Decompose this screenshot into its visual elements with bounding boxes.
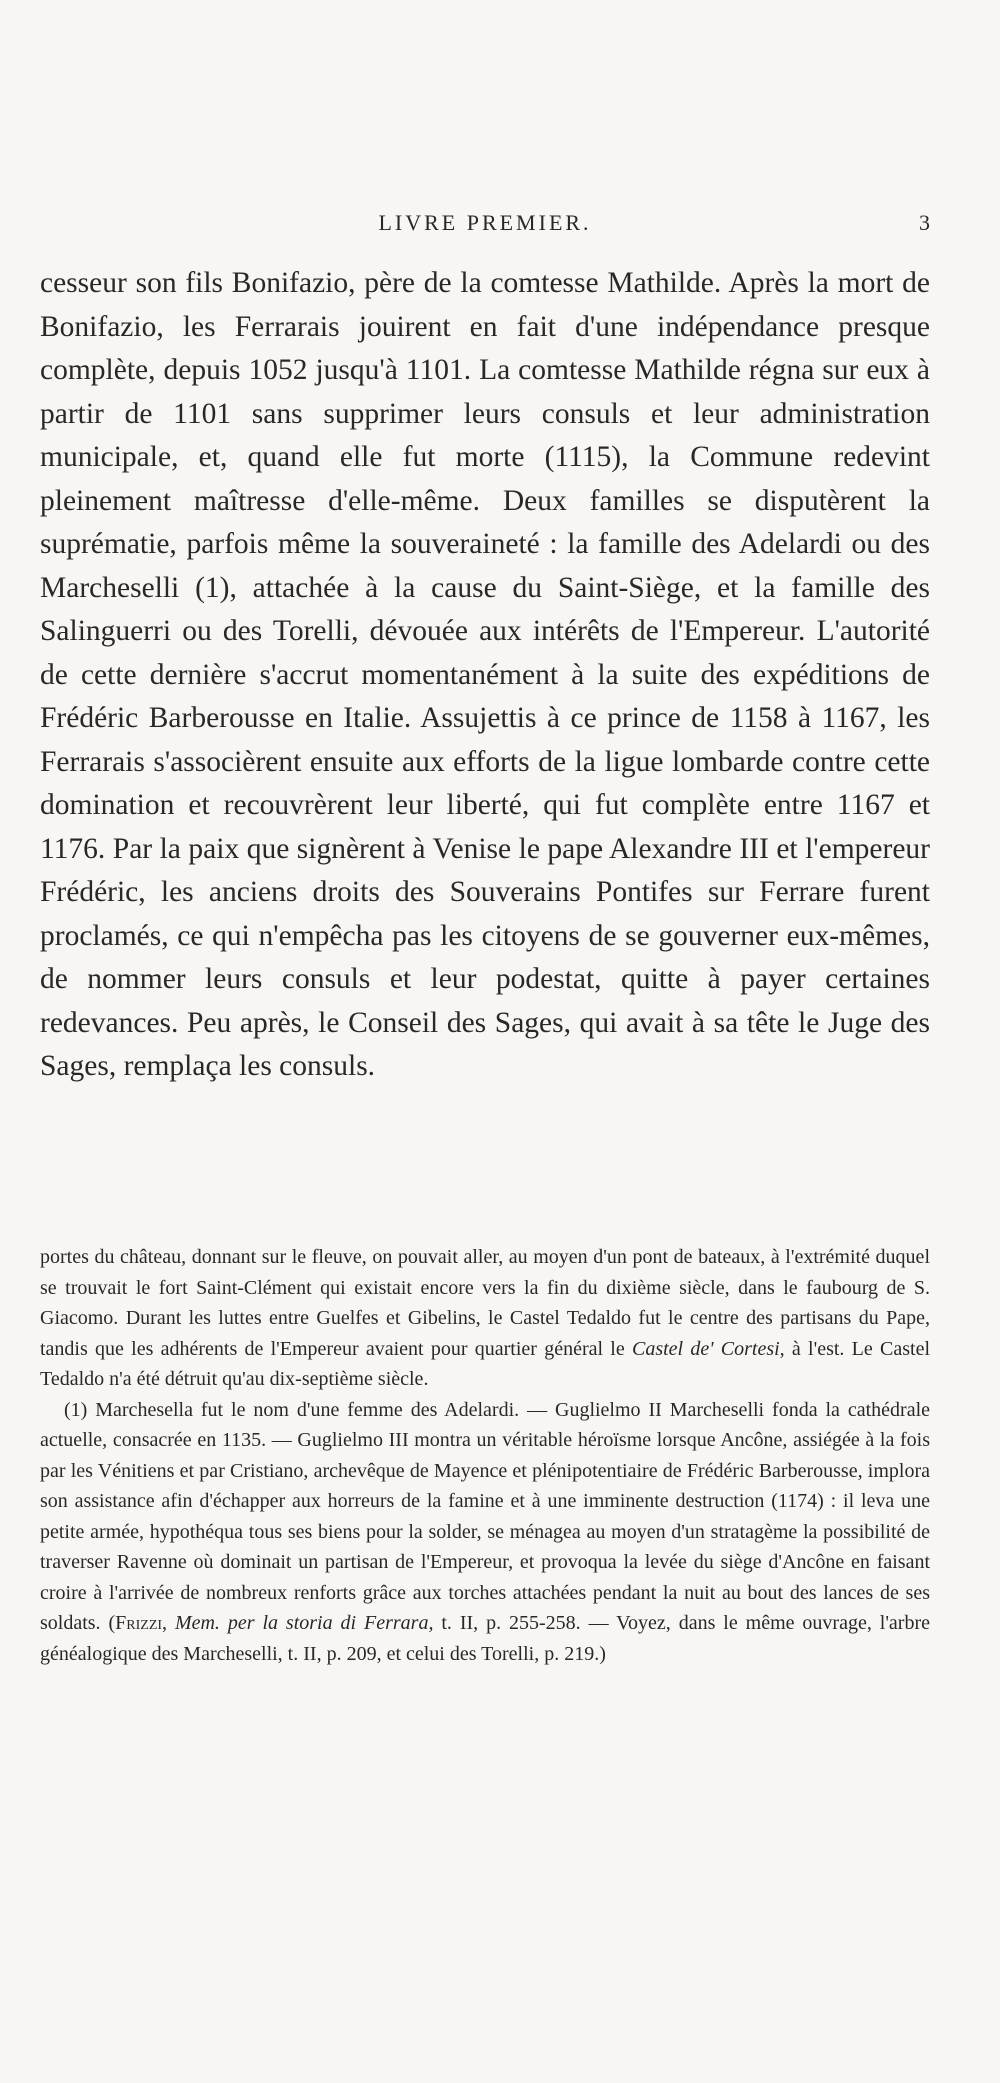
footnote-text: t. II, p. 255-258. — Voyez, dans le même ouvrage, l'arbre généalogique des Marcheselli, t. II, p. 209, et celui des Torelli, p. 219.) [40, 1612, 930, 1665]
page-header [40, 210, 930, 250]
page-number: 3 [919, 210, 930, 235]
footnote-1 [40, 1395, 930, 1670]
footnote-italic: Castel de' Cortesi, [632, 1337, 785, 1360]
footnote-author: Frizzi, [115, 1612, 168, 1634]
footnote-continued [40, 1242, 930, 1395]
main-text [40, 262, 930, 1089]
footnote-text: (1) Marchesella fut le nom d'une femme des Adelardi. — Guglielmo II Marcheselli fonda la cathédrale actuelle, consacrée en 1135. — Guglielmo III montra un véritable héroïsme lorsque Ancône, assiégée à la fois par les Vénitiens et par Cristiano, archevêque de Mayence et plénipotentiaire de Frédéric Barberousse, implora son assistance afin d'échapper aux horreurs de la famine et à une imminente destruction (1174) : il leva une petite armée, hypothéqua tous ses biens pour la solder, se ménagea au moyen d'un stratagème la possibilité de traverser Ravenne où dominait un partisan de l'Empereur, et provoqua la levée du siège d'Ancône en faisant croire à l'arrivée de nombreux renforts grâce aux torches attachées pendant la nuit au bout des lances de ses soldats. ( [40, 1398, 930, 1634]
footnotes [40, 1242, 930, 1669]
running-title: LIVRE PREMIER. [378, 210, 592, 235]
footnote-text: portes du château, donnant sur le fleuve, on pouvait aller, au moyen d'un pont de bateaux, à l'extrémité duquel se trouvait le fort Saint-Clément qui existait encore vers la fin du dixième siècle, dans le faubourg de S. Giacomo. Durant les luttes entre Guelfes et Gibelins, le Castel Tedaldo fut le centre des partisans du Pape, tandis que les adhérents de l'Empereur avaient pour quartier général le [40, 1246, 930, 1360]
book-page [40, 0, 930, 2083]
footnote-italic: Mem. per la storia di Ferrara, [174, 1612, 434, 1634]
body-paragraph: cesseur son fils Bonifazio, père de la comtesse Mathilde. Après la mort de Bonifazio, les Ferrarais jouirent en fait d'une indépendance presque complète, depuis 1052 jusqu'à 1101. La comtesse Mathilde régna sur eux à partir de 1101 sans supprimer leurs consuls et leur administration municipale, et, quand elle fut morte (1115), la Commune redevint pleinement maîtresse d'elle-même. Deux familles se disputèrent la suprématie, parfois même la souveraineté : la famille des Adelardi ou des Marcheselli (1), attachée à la cause du Saint-Siège, et la famille des Salinguerri ou des Torelli, dévouée aux intérêts de l'Empereur. L'autorité de cette dernière s'accrut momentanément à la suite des expéditions de Frédéric Barberousse en Italie. Assujettis à ce prince de 1158 à 1167, les Ferrarais s'associèrent ensuite aux efforts de la ligue lombarde contre cette domination et recouvrèrent leur liberté, qui fut complète entre 1167 et 1176. Par la paix que signèrent à Venise le pape Alexandre III et l'empereur Frédéric, les anciens droits des Souverains Pontifes sur Ferrare furent proclamés, ce qui n'empêcha pas les citoyens de se gouverner eux-mêmes, de nommer leurs consuls et leur podestat, quitte à payer certaines redevances. Peu après, le Conseil des Sages, qui avait à sa tête le Juge des Sages, remplaça les consuls. [40, 267, 930, 1082]
footnote-text: à l'est. Le Castel Tedaldo n'a été détruit qu'au dix-septième siècle. [40, 1337, 931, 1390]
